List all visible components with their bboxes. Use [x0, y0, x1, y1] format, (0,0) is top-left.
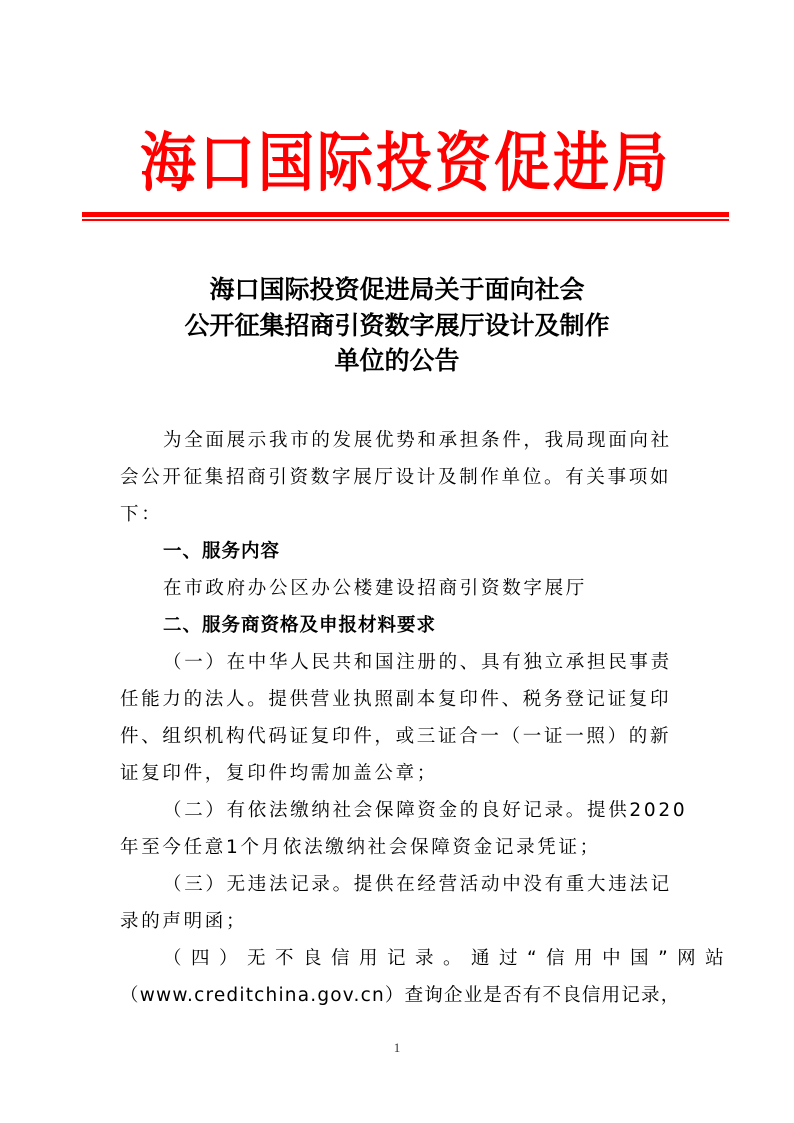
service-content-text: 在市政府办公区办公楼建设招商引资数字展厅	[163, 578, 588, 599]
qualification-item-4-line: （www.creditchina.gov.cn）查询企业是否有不良信用记录，	[120, 985, 681, 1006]
title-line: 海口国际投资促进局关于面向社会	[209, 275, 585, 304]
document-title	[100, 272, 694, 379]
qualification-item-3-line: （三）无违法记录。提供在经营活动中没有重大违法记	[163, 874, 672, 895]
section-heading-qualifications: 二、服务商资格及申报材料要求	[163, 615, 437, 636]
qualification-item-2-line: 年至今任意1个月依法缴纳社会保障资金记录凭证；	[120, 837, 601, 858]
qualification-item-1-line: 件、组织机构代码证复印件，或三证合一（一证一照）的新	[120, 726, 672, 747]
qualification-item-1-line: （一）在中华人民共和国注册的、具有独立承担民事责	[163, 652, 672, 673]
qualification-item-1-line: 任能力的法人。提供营业执照副本复印件、税务登记证复印	[120, 689, 672, 710]
qualification-item-1-line: 证复印件，复印件均需加盖公章；	[120, 763, 439, 784]
masthead-rule-thick	[82, 212, 729, 217]
qualification-item-3-line: 录的声明函；	[120, 911, 248, 932]
intro-paragraph-line: 会公开征集招商引资数字展厅设计及制作单位。有关事项如	[120, 467, 672, 488]
masthead-rule-thin	[82, 219, 729, 221]
title-line: 公开征集招商引资数字展厅设计及制作	[184, 310, 610, 340]
masthead-org-name: 海口国际投资促进局	[140, 125, 671, 201]
document-body	[120, 422, 734, 1014]
title-line: 单位的公告	[334, 346, 460, 375]
qualification-item-2-line: （二）有依法缴纳社会保障资金的良好记录。提供2020	[163, 800, 688, 821]
qualification-item-4-line: （四）无不良信用记录。通过“信用中国”网站	[163, 948, 734, 969]
intro-paragraph-line: 为全面展示我市的发展优势和承担条件，我局现面向社	[163, 430, 672, 451]
section-heading-service-content: 一、服务内容	[163, 541, 281, 562]
intro-paragraph-line: 下：	[120, 504, 163, 525]
page-number: 1	[393, 1040, 401, 1055]
